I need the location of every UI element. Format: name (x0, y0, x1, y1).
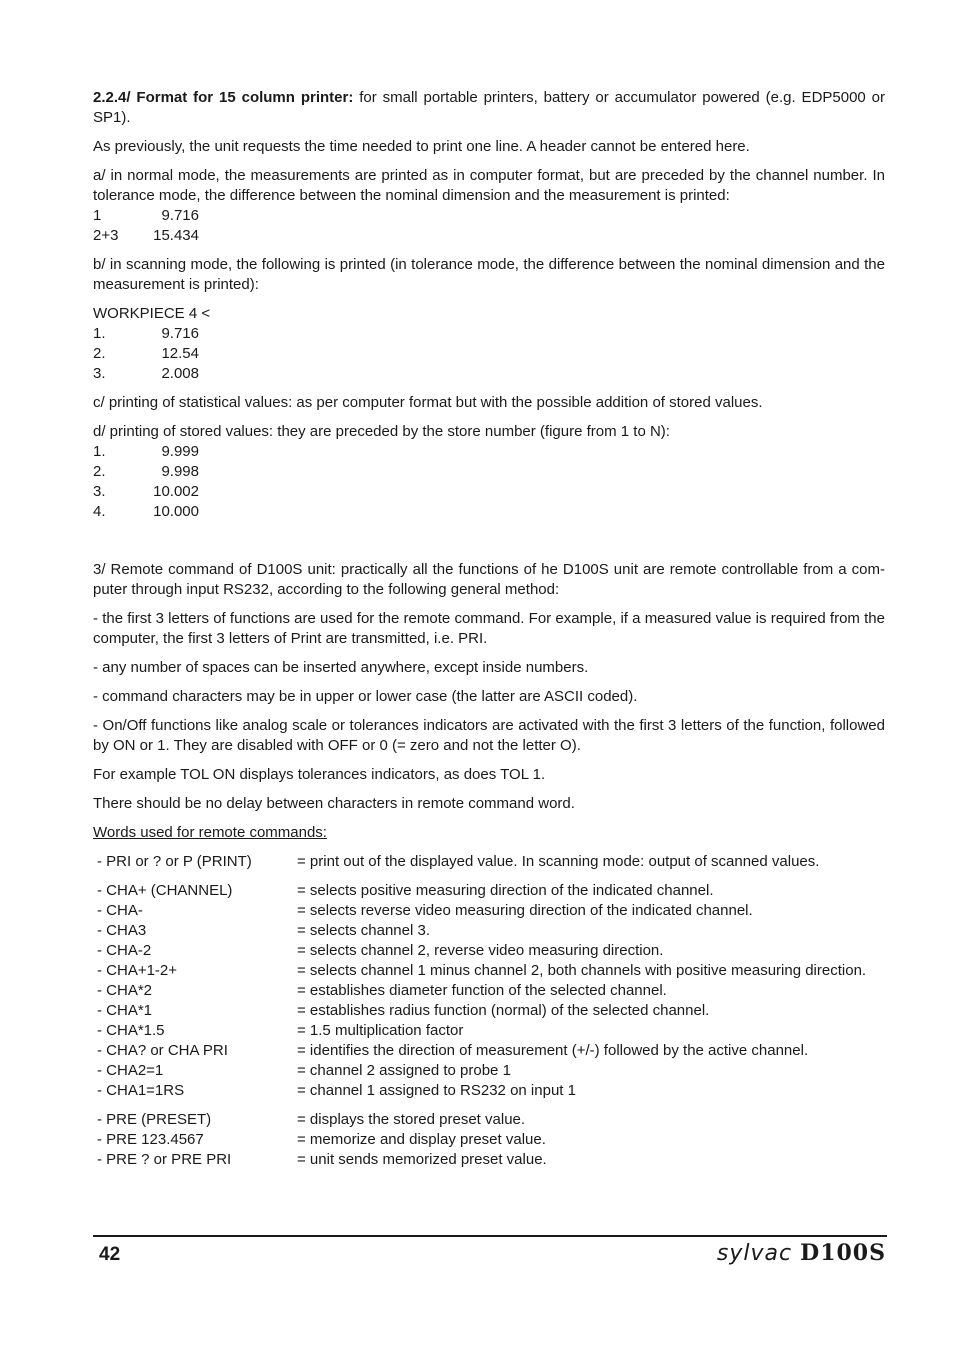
rule-first-letters: - the first 3 letters of functions are used for the remote command. For example, if a measured value is required from the computer, the first 3 letters of Print are transmitted, i.e. PRI. (93, 610, 885, 647)
command-word: - CHA? or CHA PRI (97, 1042, 228, 1059)
command-row (97, 852, 885, 872)
brand-logo: sylvac D100S (716, 1240, 886, 1266)
command-row (97, 1041, 885, 1061)
example-line (93, 226, 885, 246)
rule-case: - command characters may be in upper or lower case (the latter are ASCII coded). (93, 688, 638, 705)
line-value: 9.998 (161, 463, 199, 480)
command-group (93, 852, 885, 872)
line-value: 12.54 (161, 345, 199, 362)
rule-on-off: - On/Off functions like analog scale or tolerances indicators are activated with the first 3 letters of the function, followed by ON or 1. They are disabled with OFF or 0 (= zero and not the letter O). (93, 717, 885, 754)
command-row (97, 1150, 885, 1170)
workpiece-line: WORKPIECE 4 < (93, 305, 211, 322)
line-label: 2. (93, 345, 106, 362)
line-value: 9.716 (161, 325, 199, 342)
example-line (93, 206, 885, 226)
command-row (97, 1001, 885, 1021)
command-word: - CHA+1-2+ (97, 962, 178, 979)
line-label: 1 (93, 207, 102, 224)
commands-table (93, 852, 885, 1170)
command-row (97, 981, 885, 1001)
line-value: 2.008 (161, 365, 199, 382)
paragraph-a: a/ in normal mode, the measurements are printed as in computer format, but are preceded by the channel number. In tolerance mode, the difference between the nominal dimension and the measurement is printed: (93, 167, 885, 204)
command-description: = selects channel 1 minus channel 2, both channels with positive measuring direction. (297, 962, 867, 979)
command-word: - CHA*2 (97, 982, 153, 999)
example-tol: For example TOL ON displays tolerances indicators, as does TOL 1. (93, 766, 546, 783)
command-row (97, 1021, 885, 1041)
normal-mode-example (93, 206, 885, 246)
section-2-2-4-intro: 2.2.4/ Format for 15 column printer: for small portable printers, battery or accumulator powered (e.g. EDP5000 or SP1). (93, 89, 885, 126)
rule-no-delay: There should be no delay between characters in remote command word. (93, 795, 575, 812)
page-number: 42 (99, 1244, 121, 1265)
command-word: - PRE (PRESET) (97, 1111, 212, 1128)
command-description: = displays the stored preset value. (297, 1111, 526, 1128)
commands-title: Words used for remote commands: (93, 824, 327, 841)
scanning-mode-example (93, 304, 885, 384)
line-value: 10.002 (153, 483, 199, 500)
command-group (93, 881, 885, 1101)
example-line (93, 462, 885, 482)
command-description: = selects reverse video measuring direction of the indicated channel. (297, 902, 753, 919)
command-group (93, 1110, 885, 1170)
line-label: 2. (93, 463, 106, 480)
line-label: 4. (93, 503, 106, 520)
command-word: - CHA-2 (97, 942, 152, 959)
command-description: = 1.5 multiplication factor (297, 1022, 464, 1039)
paragraph-d: d/ printing of stored values: they are preceded by the store number (figure from 1 to N): (93, 423, 670, 440)
line-value: 9.999 (161, 443, 199, 460)
line-label: 3. (93, 365, 106, 382)
command-row (97, 1110, 885, 1130)
command-row (97, 1081, 885, 1101)
command-row (97, 881, 885, 901)
command-word: - CHA+ (CHANNEL) (97, 882, 233, 899)
example-line (93, 364, 885, 384)
line-value: 15.434 (153, 227, 199, 244)
command-description: = print out of the displayed value. In scanning mode: output of scanned values. (297, 853, 820, 870)
command-description: = identifies the direction of measurement (+/-) followed by the active channel. (297, 1042, 809, 1059)
paragraph: As previously, the unit requests the time needed to print one line. A header cannot be entered here. (93, 138, 750, 155)
command-word: - PRI or ? or P (PRINT) (97, 853, 252, 870)
line-value: 10.000 (153, 503, 199, 520)
command-description: = selects channel 2, reverse video measuring direction. (297, 942, 664, 959)
example-line (93, 324, 885, 344)
command-description: = channel 2 assigned to probe 1 (297, 1062, 511, 1079)
line-label: 2+3 (93, 227, 119, 244)
command-word: - CHA1=1RS (97, 1082, 185, 1099)
example-line (93, 482, 885, 502)
command-word: - CHA3 (97, 922, 147, 939)
example-line (93, 502, 885, 522)
command-word: - CHA*1 (97, 1002, 153, 1019)
command-description: = selects channel 3. (297, 922, 431, 939)
footer-rule (93, 1235, 887, 1237)
paragraph-c: c/ printing of statistical values: as per computer format but with the possible addition of stored values. (93, 394, 763, 411)
command-row (97, 901, 885, 921)
paragraph-b: b/ in scanning mode, the following is printed (in tolerance mode, the difference between the nominal dimension and the measurement is printed): (93, 256, 885, 293)
example-line (93, 344, 885, 364)
section-3-intro: 3/ Remote command of D100S unit: practically all the functions of he D100S unit are remote controllable from a com-puter through input RS232, according to the following general method: (93, 561, 885, 598)
command-word: - CHA- (97, 902, 143, 919)
line-label: 1. (93, 325, 106, 342)
line-label: 3. (93, 483, 106, 500)
section-heading: 2.2.4/ Format for 15 column printer: (93, 89, 354, 106)
command-row (97, 1061, 885, 1081)
command-row (97, 1130, 885, 1150)
command-row (97, 921, 885, 941)
rule-spaces: - any number of spaces can be inserted anywhere, except inside numbers. (93, 659, 589, 676)
command-row (97, 961, 885, 981)
page-body (93, 88, 885, 1179)
example-line (93, 442, 885, 462)
command-word: - PRE ? or PRE PRI (97, 1151, 232, 1168)
command-description: = unit sends memorized preset value. (297, 1151, 547, 1168)
line-value: 9.716 (161, 207, 199, 224)
command-row (97, 941, 885, 961)
command-description: = channel 1 assigned to RS232 on input 1 (297, 1082, 576, 1099)
command-description: = establishes radius function (normal) of the selected channel. (297, 1002, 710, 1019)
line-label: 1. (93, 443, 106, 460)
stored-values-example (93, 442, 885, 522)
command-description: = selects positive measuring direction of the indicated channel. (297, 882, 714, 899)
command-word: - PRE 123.4567 (97, 1131, 204, 1148)
command-word: - CHA2=1 (97, 1062, 164, 1079)
command-description: = memorize and display preset value. (297, 1131, 546, 1148)
command-description: = establishes diameter function of the selected channel. (297, 982, 667, 999)
command-word: - CHA*1.5 (97, 1022, 165, 1039)
